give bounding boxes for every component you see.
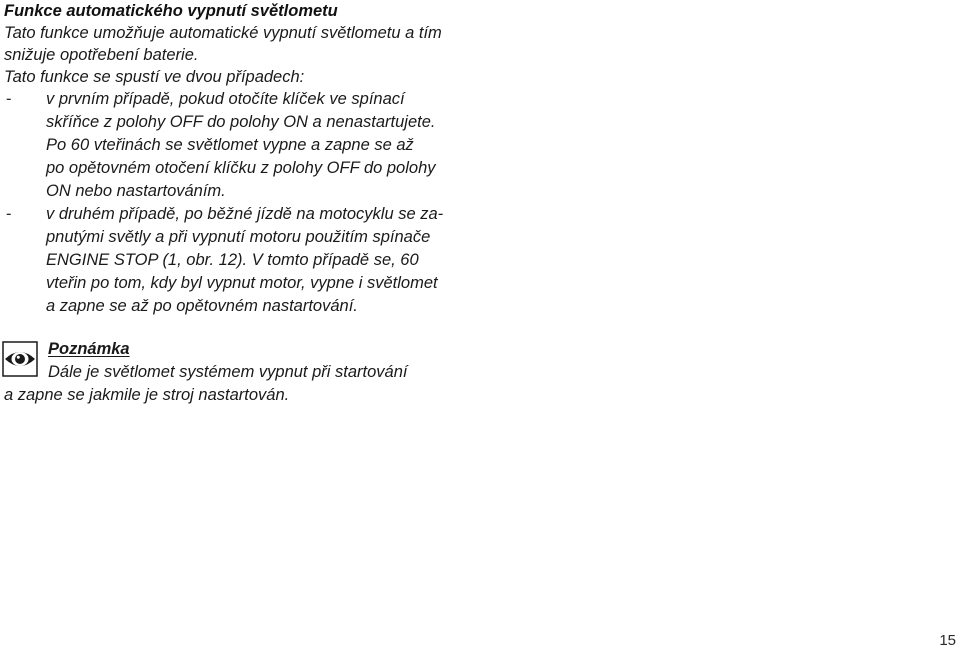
page-number: 15 xyxy=(939,632,956,649)
bullet-line: vteřin po tom, kdy byl vypnut motor, vypne i světlomet xyxy=(46,274,438,292)
bullet-line: v prvním případě, pokud otočíte klíček ve spínací xyxy=(46,90,405,108)
intro-line: Tato funkce se spustí ve dvou případech: xyxy=(4,68,305,86)
bullet-line: v druhém případě, po běžné jízdě na motocyklu se za- xyxy=(46,205,444,223)
note-line: a zapne se jakmile je stroj nastartován. xyxy=(4,386,290,404)
bullet-line: pnutými světly a při vypnutí motoru použitím spínače xyxy=(46,228,431,246)
note-line: Dále je světlomet systémem vypnut při startování xyxy=(48,363,408,381)
bullet-dash: - xyxy=(6,90,12,108)
bullet-line: po opětovném otočení klíčku z polohy OFF do polohy xyxy=(46,159,436,177)
intro-line: Tato funkce umožňuje automatické vypnutí světlometu a tím xyxy=(4,24,442,42)
bullet-line: a zapne se až po opětovném nastartování. xyxy=(46,297,358,315)
bullet-line: Po 60 vteřinách se světlomet vypne a zapne se až xyxy=(46,136,414,154)
eye-icon xyxy=(2,341,38,377)
section-title: Funkce automatického vypnutí světlometu xyxy=(4,2,338,20)
note-heading: Poznámka xyxy=(48,340,130,358)
bullet-line: skříňce z polohy OFF do polohy ON a nenastartujete. xyxy=(46,113,436,131)
bullet-dash: - xyxy=(6,205,12,223)
bullet-line: ON nebo nastartováním. xyxy=(46,182,226,200)
bullet-line: ENGINE STOP (1, obr. 12). V tomto případě se, 60 xyxy=(46,251,419,269)
intro-line: snižuje opotřebení baterie. xyxy=(4,46,199,64)
